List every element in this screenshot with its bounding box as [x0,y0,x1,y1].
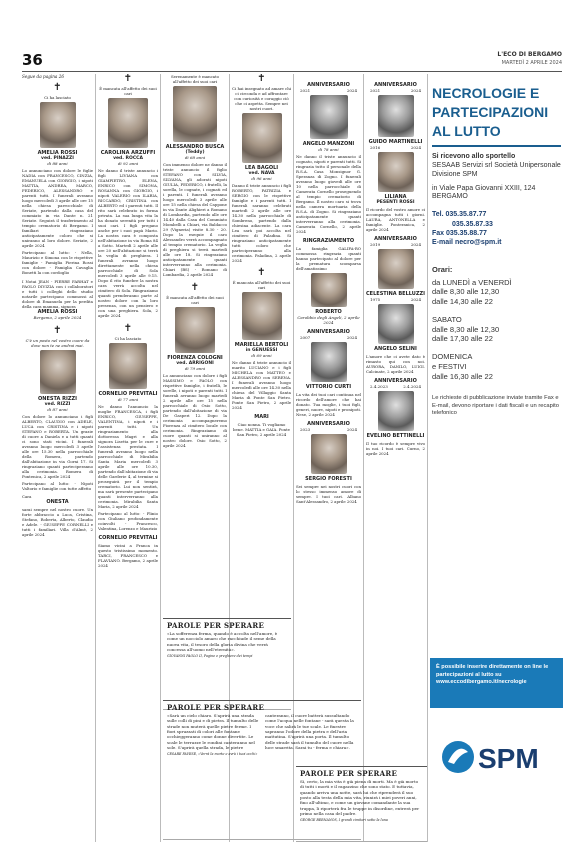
deceased-photo [173,86,217,142]
online-submission-box[interactable]: È possibile inserire direttamente on line le partecipazioni al lutto su www.eccodibergamo.it/necrologie [430,658,563,708]
deceased-name: ONESTA RIZZI [38,396,77,403]
obituary-column-6 [366,74,425,714]
deceased-age: di 78 anni [318,147,339,152]
anniversary-title: ANNIVERSARIO [307,82,350,88]
hours-range: dalle 8,30 alle 12,30 [432,287,500,297]
dedication-text: Siamo vicini a Franca in questo tristissimo momento. TARCI, FRANCESCO e FLAVIANO. Bergamo, 2 aprile 2024 [98,543,158,568]
year-start: 2.4.2023 [370,384,388,389]
cross-icon: ✝ [123,323,133,334]
company-name: SESAAB Servizi srl Società Unipersonale Divisione SPM [432,161,561,178]
place-date: Bergamo, 2 aprile 2024 [33,315,82,321]
hours-range: dalle 8,30 alle 12,30 [432,324,500,334]
deceased-photo [175,307,215,353]
deceased-photo [311,273,347,307]
hours-day: da LUNEDÌ a VENERDÌ [432,277,512,287]
thanks-title: RINGRAZIAMENTO [302,238,355,244]
year-end: 2024 [410,88,421,93]
participation-text: Partecipano al lutto: - Nella, Maurizio e Simona con le rispettive famiglie - Famiglia Pierina Rossi con dolore - Famiglia Cavaglia Bonetti la con cordoglio [22,250,93,276]
quote-source: GIOVANNI PAOLO II, Pagine e preghiere dei tempi [167,654,253,659]
hours-range: dalle 16,30 alle 22 [432,371,493,381]
quote-source: GEORGE BERNANOS, I grandi cimiteri sotto la luna [300,818,388,823]
cross-icon: ✝ [257,267,266,278]
obituary-column-3 [163,74,227,614]
title-underline [432,145,561,147]
deceased-photo [311,342,347,382]
participation-text: Partecipano al lutto: - Plinio con Giuliano profondamente coinvolti - Francesco, Valentina, Lorenzo e Maurizio [98,511,158,531]
deceased-subname: ved. ARRIGONI [176,361,214,366]
deceased-photo [310,95,348,139]
deceased-photo [378,152,414,192]
place-date: Carobbio degli Angeli, 2 aprile 2024 [297,315,360,325]
participation-text: I Notai JEAN - PIERRE FARHAT e PAOLO DIVIZIA con i collaboratori e tutti i colleghi dello studio notarile partecipano commossi al dolore di Emanuela per la perdita della cara mamma, signora [22,279,93,310]
submission-note: Le richieste di pubblicazione inviate tramite Fax e E-mail, devono riportare i dati fiscali e un recapito telefonico [432,395,559,417]
deceased-age: di 68 anni [184,155,206,160]
page-number: 36 [22,51,43,69]
parole-per-sperare-3 [296,766,427,842]
necrology-info-sidebar [430,74,563,842]
deceased-name: ONESTA [46,499,69,506]
deceased-name: ROBERTO [315,309,342,315]
deceased-age: di 96 anni [251,176,272,181]
obituary-text: Ne danno il triste annuncio il marito LUCIANO e i figli MICHELA con MATTEO e ALESSANDRO con SERENA. I funerali avranno luogo mercoledì alle ore 14.30 nella chiesa del Villaggio Santa Maria di Ponte San Pietro. Ponte San Pietro, 2 aprile 2024 [232,360,291,410]
page-header [22,50,562,72]
quote-text: «La sofferenza ferma, quando è accolta nell'amore, è come un nocciolo amaro che racchiude il seme della nuova vita, il tesoro della gloria divina che verrà concessa all'uomo nell'eternità». [167,631,278,652]
deceased-age: di 77 anni [117,397,139,402]
tel-line [430,210,563,219]
hours-range: dalle 17,30 alle 22 [432,334,493,344]
years [366,297,425,302]
years [366,88,425,93]
hours-day: e FESTIVI [432,361,467,371]
deceased-name: ANGELO SELINI [374,346,417,352]
newspaper-name: L'ECO DI BERGAMO [497,51,562,58]
email-line [430,238,563,247]
memorial-text: Il tuo ricordo è sempre vivo in noi. I tuoi cari. Curno, 2 aprile 2024 [366,441,425,456]
deceased-subname: ved. ROCCA [113,156,143,161]
hours-range: dalle 14,30 alle 22 [432,297,493,307]
contacts [430,210,563,246]
quote-text: «Sarà un cielo chiaro. S'aprirà una strada sulle colli di pini e di pietra. Il tumulto delle strade non muterà quelle pietre ferme. I fiori spruzzati di colori alle fontane occhieggeranno come donne divertite. Le scale le terrazze le rondini canteranno nel sole. S'aprirà quella strada, le pietre canteranno, il cuore batterà sussultando come l'acqua nelle fontane - sarà questa la voce che salirà le tue scale. Le finestre sapranno l'odore della pietra e dell'aria mattutina. S'aprirà una porta. Il tumulto delle strade sarà il tumulto del cuore nella luce smarrita. Sarai tu - ferma e chiara». [167,713,354,750]
intro-bold: Si ricevono allo sportello [432,152,516,160]
deceased-name: GUIDO MARTINELLI [368,139,423,145]
deceased-age: di 79 anni [184,366,206,371]
section-title: PAROLE PER SPERARE [167,621,265,630]
obituary-text: Danno il triste annuncio i figli ROBERTO, PATRIZIA e SERGIO con le rispettive famiglie e i parenti tutti. I funerali saranno celebrati martedì 2 aprile alle ore 14.30 nella parrocchiale di Sombreno, partendo dalla chiesina adiacente. La cara Lea sarà poi accolta nel cimitero di Paladina. Si ringraziano anticipatamente tutti coloro che parteciperanno alla cerimonia. Paladina, 2 aprile 2024 [232,183,291,263]
dedication-text: Ciao nonna. Ti vogliamo bene. MATTIA e GAIA. Ponte San Pietro, 2 aprile 2024 [233,422,290,437]
continued-note: Segue da pagina 26 [22,74,65,79]
deceased-photo [109,343,147,389]
deceased-subname: in GENUESSI [245,348,278,353]
deceased-name: CORNELIO PREVITALI [98,391,158,397]
fax-line [430,229,563,238]
quote-source: CESARE PAVESE, «Verrà la morte e avrà i tuoi occhi» [167,752,258,757]
fax-label: Fax [432,229,445,237]
obituary-text: Ne danno il triste annuncio i figli LIVIANA con GIAMPIETRO, ELENA, ENRICO con SIMONA, ROSANNA con GIORGIO, i nipoti VALERIO con ILARIA, RICCARDO, CRISTINA con ALBERTO ed i parenti tutti. Il rito sarà celebrato in forma privata. La sua lunga vita la ha donato serenità per tutti i suoi cari. I figli pregano anche per i suoi papà Mario. La nostra cara è composta nell'abitazione in via Roma 84 a Sotto. Martedì 2 aprile alle ore 20 nell'abitazione si terrà la veglia di preghiera. I funerali avranno luogo direttamente nella chiesa parrocchiale di Sola mercoledì 3 aprile alle 9.15. Dopo il rito funebre la nostra cara verrà accolta nel cimitero di Sola. Ringraziamo quanti prenderanno parte al nostro dolore con la loro presenza, con un pensiero e con una preghiera. Sola, 2 aprile 2024 [98,168,158,318]
tel-line-2 [430,220,563,229]
deceased-photo [242,292,282,340]
deceased-photo [40,102,76,148]
column-divider [427,74,428,842]
year-start: 2007 [300,335,311,340]
hours-day: SABATO [432,314,462,324]
years [366,384,425,389]
address: in Viale Papa Giovanni XXIII, 124 BERGAMO [432,184,536,201]
memorial-text: Il ricordo del vostro amore ci accompagna tutti i giorni. LAURA, ANTONELLA e famiglie. Ponteranica, 2 aprile 2024 [366,207,425,232]
spm-logo [440,732,560,782]
intro-text: È mancata all'affetto dei suoi cari [232,280,291,290]
memorial-text: Sei sempre nei nostri cuori con lo stesso immenso amore di sempre. I tuoi cari. Albano Sant'Alessandro, 2 aprile 2024 [296,484,361,504]
intro-text: Ci ha lasciato [114,336,142,341]
year-end: 2024 [346,88,357,93]
intro-text: È mancata all'affetto dei suoi cari [166,295,224,305]
hours-day: DOMENICA [432,352,473,362]
deceased-name: ANGELO MANZONI [302,141,355,147]
opening-hours [430,265,563,382]
deceased-photo [108,98,148,148]
deceased-age: di 88 anni [47,161,68,167]
obituary-column-1 [22,74,93,844]
column-divider [95,74,96,842]
year-start: 1975 [370,297,381,302]
obituary-text: Ne danno il triste annuncio il cognato, nipoti e parenti tutti. Si ringrazia tutto il personale della R.S.A. Casa Monsignor G. Speranza di Zogno. I funerali avranno luogo giovedì alle ore 10 nella parrocchiale di Camerata Cornello proseguendo al tempio crematorio di Bergamo. Il nostro caro si trova nella camera mortuaria della R.S.A. di Zogno. Si ringraziano anticipatamente quanti interverranno alla cerimonia. Camerata Cornello, 2 aprile 2024 [296,154,361,234]
year-start: 2021 [370,88,381,93]
issue-date: MARTEDÌ 2 APRILE 2024 [501,60,562,66]
hours-title: Orari: [432,264,453,274]
anniversary-title: ANNIVERSARIO [374,236,417,242]
year-start: 2021 [300,88,311,93]
cross-icon: ✝ [53,82,62,94]
column-divider [363,74,364,842]
deceased-subname: PESENTI ROSSI [376,200,415,205]
deceased-name: AMELIA ROSSI [37,150,78,157]
section-title: PAROLE PER SPERARE [167,703,265,712]
obituary-text: Con dolore lo annunciano i figli ALBERTO, CLAUDIO con ADELE, LUCA con CRISTINA e i nipoti STEFANO e ROBERTA. Un grazie di cuore a Daniela e a tutti quanti ci sono stati vicini. I funerali avranno luogo mercoledì 3 aprile alle ore 15.30 nella parrocchiale della Romera, partendo dall'abitazione in via Gorni 17. Si ringraziano quanti parteciperanno alla cerimonia. Romera di Pontenica, 2 aprile 2024 [22,414,93,480]
deceased-name: MARIELLA BERTOLI [234,342,289,348]
fax-number[interactable]: 035.35.88.77 [446,229,487,237]
memorial-text: La vita dei tuoi cari continua nel ricordo dell'amore che hai donato. Tua moglie, i tuoi figli, generi, nuore, nipoti e pronipoti. Nese, 2 aprile 2024 [296,392,361,417]
dedication-label: Cara [22,494,32,500]
deceased-name: CELESTINA BELLUZZI [366,291,425,297]
anniversary-title: ANNIVERSARIO [307,421,350,427]
year-end: 2024 [410,145,421,150]
memorial-text: L'amore che ci avete dato è rimasto qui con noi. AURORA, DANILO, LUIGI. Calcinate, 2 aprile 2024 [366,354,425,374]
obituary-text: Lo annunciano con dolore i figli MASSIMO e PAOLO con rispettive famiglie, i fratelli, le sorelle, i nipoti e parenti tutti. I funerali avranno luogo martedì 2 aprile alle ore 15 nella parrocchiale di Osio Sotto, partendo dall'abitazione di via De Gasperi 12. Dopo la cerimonia accompagneremo Fiorenza al cimitero locale con cerimonia. Ringraziamo di cuore quanti si uniranno al nostro dolore. Osio Sotto, 2 aprile 2024 [163,373,227,448]
deceased-photo [378,391,414,431]
tel-number[interactable]: 035.35.87.33 [452,220,493,228]
obituary-column-2 [98,74,158,844]
email-label: E-mail [432,238,454,246]
deceased-name: SERGIO FORESTI [305,476,352,482]
years [296,88,361,93]
deceased-name: EVELINO BETTINELLI [366,433,425,439]
year-end: 2024 [346,335,357,340]
year-end: 2024 [346,427,357,432]
cross-icon: ✝ [123,74,133,84]
years [296,427,361,432]
obituary-text: Lo annunciano con dolore le figlie NADIA con FRANCESCO, CINZIA, EMANUELA con GIORGIO, i nipoti MATTIA, ANDREA, MARCO, FEDERICO, ALESSANDRO e parenti tutti. I funerali avranno luogo mercoledì 3 aprile alle ore 15 nella chiesa parrocchiale di Seriate, partendo dalla casa del commiato in via Dante n. 21 Seriate. Seguirà il trasferimento al tempio crematorio di Bergamo. I familiari ringraziano anticipatamente coloro che si uniranno al loro dolore. Seriate, 2 aprile 2024 [22,168,93,249]
intro-text: È mancata all'affetto dei suoi cari [99,86,157,96]
deceased-photo [378,304,414,344]
deceased-name: MARI [254,414,269,420]
deceased-name: LILIANA [384,194,407,200]
intro-text: Ci ha lasciato [44,95,71,101]
years [366,145,425,150]
year-end: 2.4.2024 [403,384,421,389]
anniversary-title: ANNIVERSARIO [307,329,350,335]
deceased-name: FIORENZA COLOGNI [167,355,223,361]
obituary-column-5 [296,74,361,714]
thanks-text: La famiglia GALIFA-RO commossa ringrazia quanti hanno partecipato al dolore per la prematura scomparsa dell'amatissimo [296,246,361,271]
intro-text: Serenamente è mancato all'affetto dei suoi cari [170,74,219,84]
dedication-text: sarai sempre nel nostro cuore. Un forte abbraccio a Luca, Cristina, Stefano, Roberta, Alberto, Claudio e Adele. - GIUSEPPE CORNELLI e tutti i familiari. Villa d'Almè, 2 aprile 2024 [22,507,93,538]
cross-icon: ✝ [53,325,62,337]
intro-text: Ci hai insegnato ad amare chi ci circonda e ad affrontare con curiosità e coraggio ciò che ci aspetta. Sempre nei nostri cuori. [232,86,291,111]
deceased-photo [311,434,347,474]
year-end: 2024 [410,297,421,302]
intro-line [430,153,563,162]
year-end: 2024 [410,242,421,247]
participation-text: Partecipano al lutto: - Nipoti Valtorio e famiglie con tutte affetto [22,481,93,492]
obituary-text: Con immenso dolore ne danno il triste annuncio il figlio STEFANO con SILVIA, SILVANA, gli adorati nipoti GIULIA, FEDERICO, i fratelli, la sorella, le cognate, i cognati ed i parenti. I funerali avranno luogo mercoledì 3 aprile alle ore 15 nella chiesa del Cappone in via Dante Alighieri a Romano di Lombardia, partendo alle ore 14.40 dalla Casa del Commiato Mombelli a Chiari, via Baldacco 29 (Vigneria) visite 8.30 - 20. Dopo la esequie il caro Alessandro verrà accompagnato al tempio crematorio. La veglia di preghiera si terrà martedì alle ore 18. Si ringraziano anticipatamente quanti interverranno alla cerimonia. Chiari (BS) - Romano di Lombardia, 2 aprile 2024 [163,162,227,277]
deceased-photo [378,95,414,137]
deceased-name: VITTORIO CURTI [305,384,352,390]
obituary-text: Ne danno l'annuncio la moglie FRANCESCA, i figli ENRICO, GIUSEPPE, VALENTINA, i nipoti e i parenti tutti. Un ringraziamento alla dottoressa Magri e alla signora Lisetta per le cure e l'assistenza prestata. I funerali avranno luogo nella parrocchiale di Mirabilia Santa Maria mercoledì 3 aprile alle ore 10.30, partendo dall'abitazione di via delle Garderie 4, al termine si proseguirà per il tempio crematorio. Lui non sentirà, ma sarà presente partecipano quanti interverranno alla cerimonia. Mirabilia Santa Maria, 2 aprile 2024 [98,404,158,509]
deceased-subname: ved. RIZZI [44,402,71,408]
deceased-age: di 87 anni [47,407,68,413]
deceased-name: ALESSANDRO BUSCA [165,144,225,150]
tel-number[interactable]: 035.35.87.77 [445,211,487,219]
year-start: 2016 [370,145,381,150]
year-start: 2019 [370,242,381,247]
section-title: PAROLE PER SPERARE [300,769,398,778]
cross-icon: ✝ [190,282,200,293]
column-divider [160,74,161,842]
deceased-age: di 92 anni [117,161,139,166]
deceased-photo [378,249,414,289]
deceased-name: CORNELIO PREVITALI [98,535,158,541]
deceased-name: LEA BAGOLI [244,165,279,171]
cross-icon: ✝ [257,74,266,84]
tel-label: Tel. [432,211,444,219]
spm-logo-icon [440,732,560,782]
quote-text: Sì, certo, la mia vita è già piena di morti. Ma è già morto di tutti i morti e il ragazzino che sono stato. E tuttavia, quando arriva una notte, sarà lui che riprenderà il suo posto alla testa della mia vita, riunirà i miei poveri anni, fino all'ultimo, e come un giovane comandante la sua truppa, li riporterà fra le truppe in disordine, entrerà per primo nella casa del padre. [300,779,420,816]
deceased-name: AMELIA ROSSI [37,309,78,316]
sidebar-title: NECROLOGIE E PARTECIPAZIONI AL LUTTO [432,85,549,139]
deceased-subname: (Teddy) [185,150,205,155]
anniversary-title: ANNIVERSARIO [374,82,417,88]
anniversary-title: ANNIVERSARIO [374,378,417,384]
deceased-subname: ved. PINAZZI [41,156,74,162]
deceased-photo [242,113,282,163]
deceased-subname: ved. NAVA [248,171,275,176]
logo-text: SPM [478,743,539,774]
deceased-photo [40,350,76,394]
parole-per-sperare-1 [163,618,291,710]
obituary-column-4 [232,74,291,614]
deceased-age: di 69 anni [251,353,272,358]
deceased-name: CAROLINA ARZUFFI [100,150,156,156]
verse-text: C'è un posto nel vostro cuore da dove non te ne andrai mai. [25,338,90,349]
email-link[interactable]: necro@spm.it [454,238,502,246]
years [296,335,361,340]
year-start: 2023 [300,427,311,432]
years [366,242,425,247]
